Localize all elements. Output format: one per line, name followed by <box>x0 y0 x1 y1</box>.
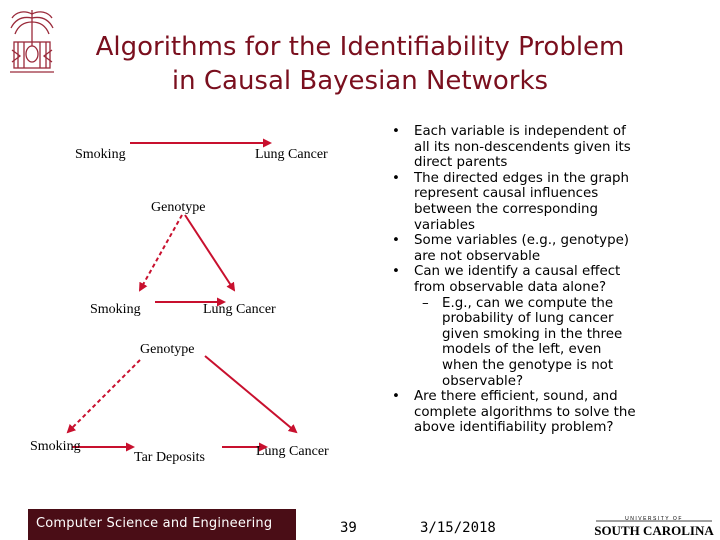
title-line-1: Algorithms for the Identifiability Problem <box>95 32 625 62</box>
university-logo-name: SOUTH CAROLINA <box>594 523 714 538</box>
bullet-item <box>388 264 712 295</box>
bullet-item <box>388 389 712 436</box>
bullet-line: probability of lung cancer <box>442 311 614 327</box>
bullet-line: • Can we identify a causal effect <box>414 264 621 280</box>
diagram-one <box>75 143 328 162</box>
bullet-line: • Each variable is independent of <box>414 124 626 139</box>
bullet-line: between the corresponding <box>414 201 599 217</box>
bullet-line: complete algorithms to solve the <box>414 404 636 420</box>
slide-date: 3/15/2018 <box>420 520 496 536</box>
bullet-item <box>388 233 712 264</box>
bullet-line: variables <box>414 217 475 233</box>
node-genotype: Genotype <box>140 342 195 357</box>
node-smoking: Smoking <box>30 439 81 454</box>
edge-genotype-smoking <box>140 215 182 290</box>
diagram-three <box>30 342 329 465</box>
sub-bullet-item <box>388 296 712 390</box>
bullet-line: • The directed edges in the graph <box>414 170 630 186</box>
bullet-line: given smoking in the three <box>442 326 623 342</box>
node-tar-deposits: Tar Deposits <box>134 450 205 465</box>
causal-diagrams <box>0 0 380 500</box>
university-logo-top: UNIVERSITY OF <box>625 516 683 522</box>
bullet-list <box>388 124 712 436</box>
footer-department-label: Computer Science and Engineering <box>36 516 273 531</box>
page-number: 39 <box>340 520 357 536</box>
edge-genotype-lung-cancer <box>185 215 234 290</box>
node-lung-cancer: Lung Cancer <box>256 444 329 459</box>
bullet-line: – E.g., can we compute the <box>442 295 614 311</box>
bullet-line: • Are there efficient, sound, and <box>414 389 618 405</box>
bullet-line: models of the left, even <box>442 342 602 358</box>
bullet-line: from observable data alone? <box>414 279 607 295</box>
node-smoking: Smoking <box>90 302 141 317</box>
bullet-item <box>388 124 712 171</box>
diagram-two <box>90 200 276 317</box>
bullet-line: • Some variables (e.g., genotype) <box>414 233 630 249</box>
bullet-line: when the genotype is not <box>442 357 614 373</box>
node-genotype: Genotype <box>151 200 206 215</box>
edge-genotype-lung-cancer <box>205 356 296 432</box>
bullet-line: observable? <box>442 373 524 389</box>
node-lung-cancer: Lung Cancer <box>203 302 276 317</box>
bullet-line: all its non-descendents given its <box>414 139 631 155</box>
node-smoking: Smoking <box>75 147 126 162</box>
node-lung-cancer: Lung Cancer <box>255 147 328 162</box>
bullet-line: represent causal influences <box>414 186 599 202</box>
bullet-item <box>388 171 712 233</box>
university-logo <box>592 515 716 539</box>
edge-genotype-smoking <box>68 360 140 432</box>
bullet-line: direct parents <box>414 155 508 171</box>
bullet-line: above identifiability problem? <box>414 420 614 436</box>
bullet-line: are not observable <box>414 248 541 264</box>
title-line-2: in Causal Bayesian Networks <box>171 66 549 96</box>
